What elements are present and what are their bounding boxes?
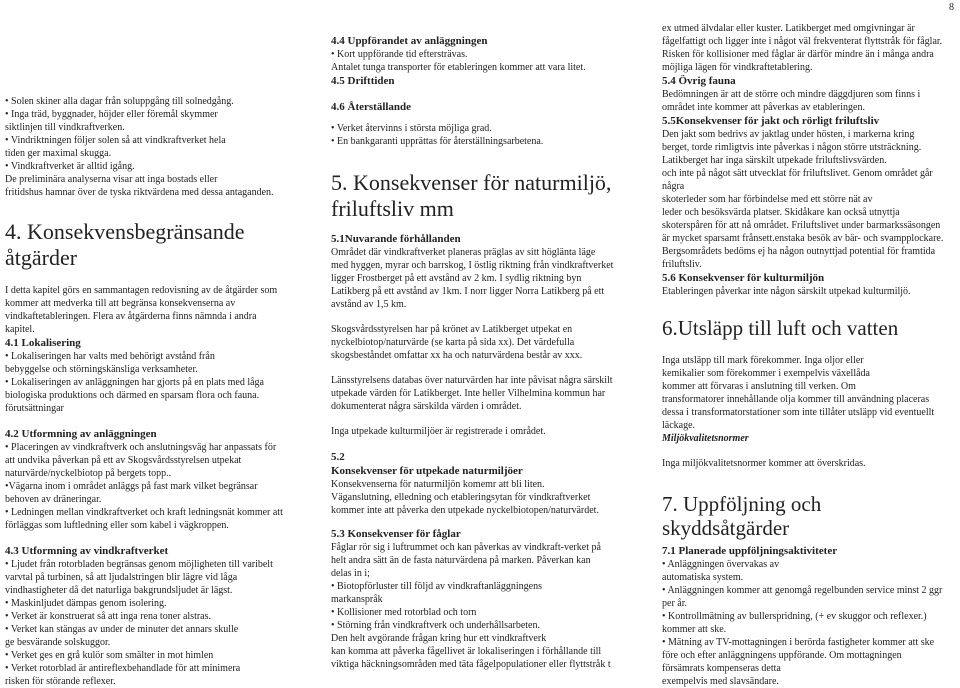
subheading-5-1: 5.1Nuvarande förhållanden [331,233,461,245]
section-7-heading-cont: skyddsåtgärder [662,516,790,540]
text-line: • Mätning av TV-mottagningen i berörda fastigheter kommer att ske [662,637,935,648]
text-line: • Anläggningen kommer att genomgå regelbunden service minst 2 ggr [662,585,943,596]
text-line: De preliminära analyserna visar att inga bostads eller [5,174,218,185]
text-line: Inga miljökvalitetsnormer kommer att överskridas. [662,458,866,469]
text-line: kommer att medverka till att begränsa konsekvenserna av [5,298,236,309]
text-line: exempelvis med slavsändare. [662,676,779,687]
text-line: området inte kommer att påverkas av etableringen. [662,102,865,113]
text-line: Den jakt som bedrivs av jaktlag under hösten, i markerna kring [662,129,915,140]
subheading-4-4: 4.4 Uppförandet av anläggningen [331,35,488,47]
text-line: några [662,181,685,192]
text-line: siktlinjen till vindkraftverken. [5,122,125,133]
text-line: Området där vindkraftverket planeras präglas av sitt höglänta läge [331,247,596,258]
subheading-5-4: 5.4 Övrig fauna [662,75,736,87]
text-line: • Maskinljudet dämpas genom isolering. [5,598,167,609]
text-line: fritidshus hamnar över de tyska riktvärdena med dessa antaganden. [5,187,274,198]
text-line: kemikalier som förekommer i exempelvis växellåda [662,368,870,379]
text-line: behoven av dräneringar. [5,494,102,505]
text-line: förutsättningar [5,403,64,414]
text-line: • Verket återvinns i största möjliga grad. [331,123,492,134]
text-line: att undvika påverkan på ett av Skogsvårdsstyrelsen utpekat [5,455,242,466]
text-line: • Vindkraftverket är alltid igång. [5,161,135,172]
text-line: ex utmed älvdalar eller kuster. Latikberget med omgivningar är [662,23,915,34]
text-line: Den helt avgörande frågan kring hur ett vindkraftverk [331,633,547,644]
assumptions-list [5,95,305,199]
text-line: Konsekvenserna för naturmiljön komemr att bli liten. [331,479,545,490]
text-line: transformatorer innehållande olja kommer till användning placeras [662,394,930,405]
text-line: Inga utsläpp till mark förekommer. Inga oljor eller [662,355,864,366]
text-line: försämrats kompenseras detta [662,663,781,674]
text-line: fågelfattigt och ligger inte i något väl frekventerat flyttstråk för fåglar. [662,36,943,47]
text-line: Fåglar rör sig i luftrummet och kan påverkas av vindkraft-verket på [331,542,601,553]
subheading-4-1: 4.1 Lokalisering [5,337,81,349]
text-line: kommer att förvaras i anslutning till verken. Om [662,381,856,392]
text-line: • Lokaliseringen har valts med behörigt avstånd från [5,351,215,362]
text-line: friluftsliv. [662,259,702,270]
text-line: • Verket kan stängas av under de minuter det annars skulle [5,624,239,635]
text-line: • Störning från vindkraftverk och underhållsarbeten. [331,620,540,631]
text-line: • Verket är konstruerat så att inga rena toner alstras. [5,611,212,622]
text-line: delas in i; [331,568,370,579]
text-line: Länsstyrelsens databas över naturvärden har inte påvisat några särskilt [331,375,613,386]
text-line: Bedömningen är att de större och mindre däggdjuren som finns i [662,89,921,100]
text-line: • Kort uppförande tid eftersträvas. [331,49,468,60]
text-line: leder och besöksvärda platser. Skidåkare kan också utnyttja [662,207,900,218]
subheading-4-5: 4.5 Drifttiden [331,75,395,87]
text-line: Antalet tunga transporter för etableringen kommer att vara litet. [331,62,586,73]
section-4-heading-cont: åtgärder [5,245,78,270]
text-line: • Anläggningen övervakas av [662,559,780,570]
text-line: bebyggelse och störningskänsliga verksamheter. [5,364,198,375]
subheading-7-1: 7.1 Planerade uppföljningsaktiviteter [662,545,838,557]
text-line: är mycket sparsamt frånsett.enstaka besök av bär- och svampplockare. [662,233,944,244]
text-line: • Inga träd, byggnader, höjder eller föremål skymmer [5,109,218,120]
text-line: • Verket ges en grå kulör som smälter in mot himlen [5,650,214,661]
text-line: biologiska produktions och därmed en sparsam flora och fauna. [5,390,260,401]
text-line: skoterleder som har förbindelse med ett större nät av [662,194,873,205]
section-4-heading: 4. Konsekvensbegränsande [5,219,245,244]
subheading-5-3: 5.3 Konsekvenser för fåglar [331,528,461,540]
text-line: • Biotopförluster till följd av vindkraftanläggningens [331,581,542,592]
subheading-miljokvalitetsnormer: Miljökvalitetsnormer [662,433,749,444]
text-line: naturvärde/nyckelbiotop på bergets topp.. [5,468,172,479]
text-line: kapitel. [5,324,35,335]
text-line: per år. [662,598,687,609]
text-line: • Kollisioner med rotorblad och torn [331,607,477,618]
section-7-heading: 7. Uppföljning och [662,492,822,516]
text-line: Latikberg på ett avstånd av 1km. I norr ligger Norra Latikberg på ett [331,286,605,297]
subheading-4-2: 4.2 Utformning av anläggningen [5,428,157,440]
text-line: • Ljudet från rotorbladen begränsas genom möjligheten till varibelt [5,559,273,570]
text-line: tiden ger maximal skugga. [5,148,112,159]
subheading-5-2: Konsekvenser för utpekade naturmiljöer [331,465,523,477]
text-line: automatiska system. [662,572,744,583]
section-5-heading-cont: friluftsliv mm [331,196,454,221]
section-6-heading: 6.Utsläpp till luft och vatten [662,316,899,340]
text-line: skogsbeståndet omfattar xx ha och naturvärdena består av xxx. [331,350,583,361]
text-line: Bergsområdets bedöms ej ha någon outnyttjad potential för framtida [662,246,936,257]
text-line: ligger Frostberget på ett avstånd av 2 km. I sydlig riktning byn [331,273,582,284]
subheading-5-2-number: 5.2 [331,451,345,463]
text-line: läckage. [662,420,696,431]
text-line: I detta kapitel görs en sammantagen redovisning av de åtgärder som [5,285,278,296]
text-line: • Solen skiner alla dagar från soluppgång till solnedgång. [5,96,234,107]
subheading-5-6: 5.6 Konsekvenser för kulturmiljön [662,272,825,284]
page-number: 8 [949,2,954,13]
text-line: markanspråk [331,594,383,605]
text-line: avstånd av 1,5 km. [331,299,407,310]
column-right [662,0,956,688]
text-line: förläggas som luftledning eller som kabel i vägkroppen. [5,520,229,531]
text-line: Väganslutning, elledning och etableringsytan för vindkraftverket [331,492,591,503]
text-line: Inga utpekade kulturmiljöer är registrerade i området. [331,426,546,437]
subheading-4-3: 4.3 Utformning av vindkraftverket [5,545,169,557]
text-line: dokumenterat några särskilda värden i området. [331,401,522,412]
text-line: • Ledningen mellan vindkraftverket och kraft ledningsnät kommer att [5,507,283,518]
text-line: ge besvärande solskuggor. [5,637,111,648]
text-line: före och efter anläggningens uppförande. Om mottagningen [662,650,902,661]
text-line: Latikberget har inga särskilt utpekade friluftslivsvärden. [662,155,887,166]
text-line: • Verket rotorblad är antireflexbehandlade för att minimera [5,663,241,674]
text-line: • Lokaliseringen av anläggningen har gjorts på en plats med låga [5,377,264,388]
text-line: • En bankgaranti upprättas för återställningsarbetena. [331,136,544,147]
text-line: utpekade värden för Latikberget. Inte heller Vilhelmina kommun har [331,388,606,399]
column-middle [331,0,631,671]
text-line: • Kontrollmätning av bullerspridning, (+ ev skuggor och reflexer.) [662,611,927,622]
text-line: kan komma att påverka fågellivet är lokaliseringen i förhållande till [331,646,602,657]
column-left [0,0,305,688]
text-line: möjliga lägen för vindkraftetablering. [662,62,813,73]
text-line: varvtal på turbinen, så att ljudalstringen blir lägre vid låga [5,572,238,583]
text-line: nyckelbiotop/naturvärde (se karta på sida xx). Det värdefulla [331,337,575,348]
text-line: berget, torde rimligtvis inte påverkas i någon större utsträckning. [662,142,922,153]
text-line: vindhastigheter då det naturliga bakgrundsljudet är lägst. [5,585,233,596]
text-line: Etableringen påverkar inte någon särskilt utpekad kulturmiljö. [662,286,911,297]
subheading-5-5: 5.5Konsekvenser för jakt och rörligt friluftsliv [662,115,880,127]
text-line: Skogsvårdsstyrelsen har på krönet av Latikberget utpekat en [331,324,573,335]
text-line: risken för störande reflexer. [5,676,116,687]
text-line: vindkaftetableringen. Flera av åtgärderna finns nämnda i andra [5,311,257,322]
text-line: helt andra sätt än de fasta naturvärdena på marken. Påverkan kan [331,555,591,566]
text-line: •Vägarna inom i området anläggs på fast mark vilket begränsar [5,481,258,492]
text-line: och inte på något sätt utvecklat för friluftslivet. Genom området går [662,168,933,179]
text-line: med hyggen, myrar och barrskog, I östlig riktning från vindkraftverket [331,260,614,271]
text-line: kommer inte att påverka den utpekade nyckelbiotopen/naturvärdet. [331,505,599,516]
text-line: viktiga häckningsområden med täta fågelpopulationer eller flyttstråk t [331,659,611,670]
section-5-heading: 5. Konsekvenser för naturmiljö, [331,170,612,195]
text-line: • Placeringen av vindkraftverk och anslutningsväg har anpassats för [5,442,277,453]
subheading-4-6: 4.6 Återställande [331,101,412,113]
text-line: • Vindriktningen följer solen så att vindkraftverket hela [5,135,226,146]
text-line: Risken för kollisioner med fåglar är därför mindre än i många andra [662,49,934,60]
text-line: kommer att ske. [662,624,727,635]
text-line: dessa i transformatorstationer som inte tillåter utsläpp vid eventuellt [662,407,935,418]
text-line: skoterspåren för att nå området. Friluftslivet under barmarkssäsongen [662,220,941,231]
